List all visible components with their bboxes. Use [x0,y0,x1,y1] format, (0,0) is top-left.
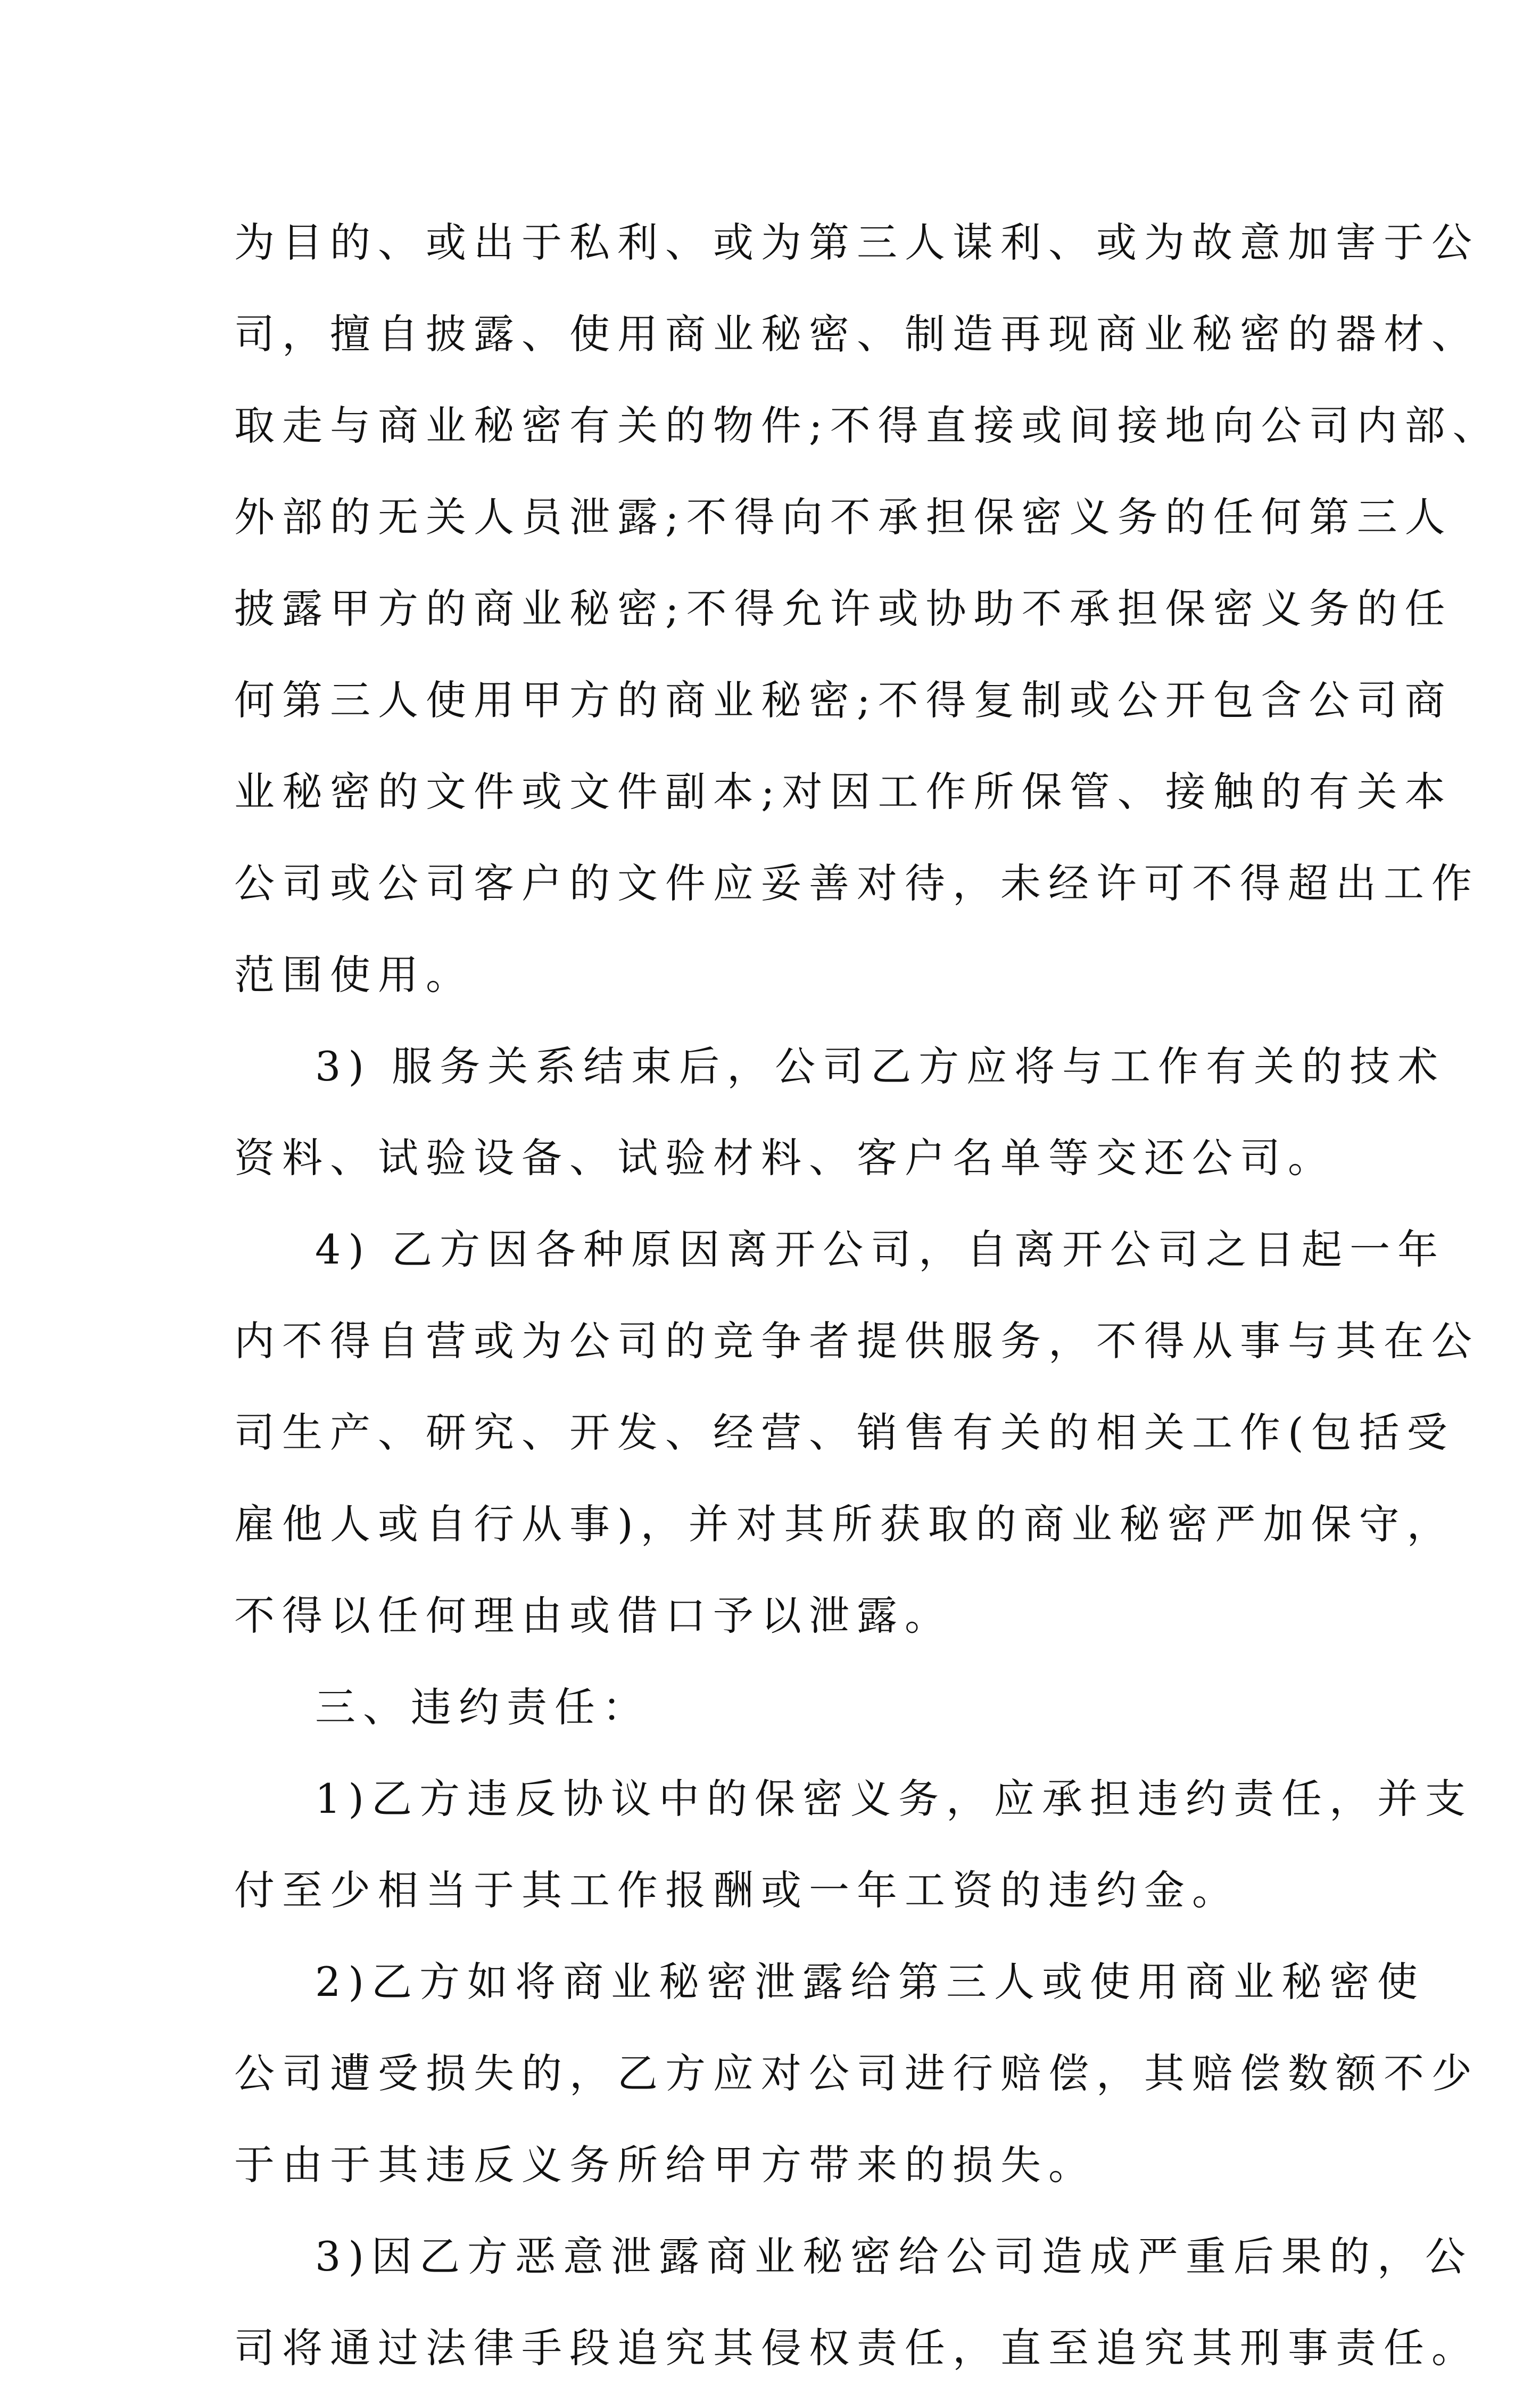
text-line: 为目的、或出于私利、或为第三人谋利、或为故意加害于公 [234,219,1479,266]
paragraph-breach-item-1 [234,1753,1473,1936]
paragraph-item-4-non-compete [234,1204,1479,1662]
text-line: 内不得自营或为公司的竞争者提供服务，不得从事与其在公 [234,1317,1479,1365]
text-line: 4) 乙方因各种原因离开公司，自离开公司之日起一年 [315,1226,1446,1273]
text-line: 司将通过法律手段追究其侵权责任，直至追究其刑事责任。 [234,2324,1479,2372]
paragraph-item-3-return-materials [234,1021,1446,1204]
section-heading: 三、违约责任： [315,1683,650,1731]
paragraph-confidentiality-obligations [234,197,1501,1021]
text-line: 取走与商业秘密有关的物件;不得直接或间接地向公司内部、 [234,402,1501,449]
text-line: 披露甲方的商业秘密;不得允许或协助不承担保密义务的任 [234,585,1453,632]
text-line: 1)乙方违反协议中的保密义务，应承担违约责任，并支 [315,1775,1473,1822]
text-line: 范围使用。 [234,951,474,998]
text-line: 资料、试验设备、试验材料、客户名单等交还公司。 [234,1134,1336,1182]
text-line: 公司或公司客户的文件应妥善对待，未经许可不得超出工作 [234,860,1479,907]
paragraph-breach-item-3 [234,2211,1479,2394]
text-line: 2)乙方如将商业秘密泄露给第三人或使用商业秘密使 [315,1958,1426,2005]
text-line: 外部的无关人员泄露;不得向不承担保密义务的任何第三人 [234,493,1453,541]
text-line: 司，擅自披露、使用商业秘密、制造再现商业秘密的器材、 [234,310,1479,358]
text-line: 付至少相当于其工作报酬或一年工资的违约金。 [234,1867,1240,1914]
text-line: 不得以任何理由或借口予以泄露。 [234,1592,953,1639]
text-line: 3)因乙方恶意泄露商业秘密给公司造成严重后果的，公 [315,2233,1473,2280]
text-line: 业秘密的文件或文件副本;对因工作所保管、接触的有关本 [234,768,1453,815]
text-line: 何第三人使用甲方的商业秘密;不得复制或公开包含公司商 [234,676,1453,724]
paragraph-breach-item-2 [234,1936,1479,2211]
text-line: 雇他人或自行从事)，并对其所获取的商业秘密严加保守， [234,1500,1455,1548]
section-heading-breach-liability [234,1662,1341,1753]
text-line: 于由于其违反义务所给甲方带来的损失。 [234,2141,1096,2189]
document-body [234,197,1501,2394]
text-line: 司生产、研究、开发、经营、销售有关的相关工作(包括受 [234,1409,1455,1456]
text-line: 3) 服务关系结束后，公司乙方应将与工作有关的技术 [315,1043,1446,1090]
text-line: 公司遭受损失的，乙方应对公司进行赔偿，其赔偿数额不少 [234,2050,1479,2097]
